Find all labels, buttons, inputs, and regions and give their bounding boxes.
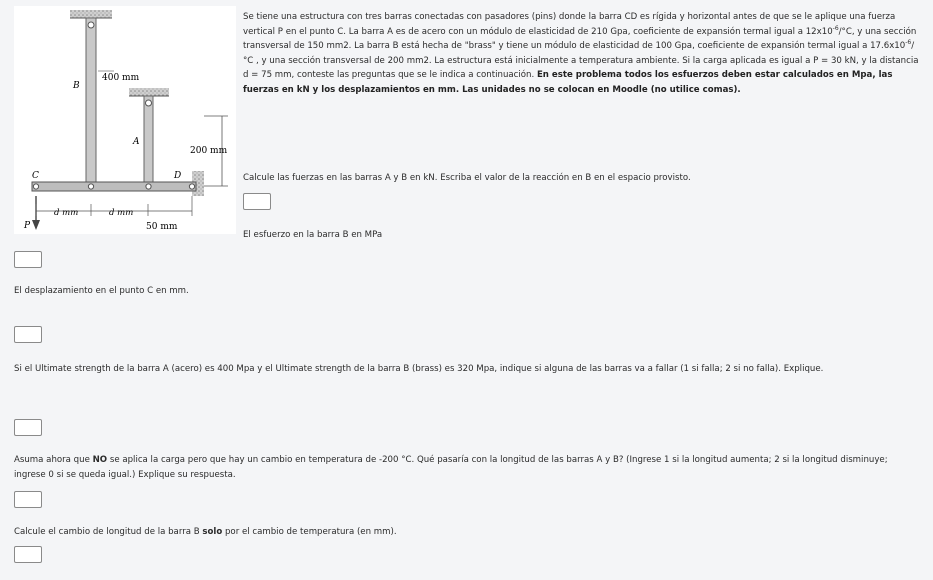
bar-a	[144, 96, 153, 188]
label-d: D	[174, 171, 182, 181]
question-failure: Si el Ultimate strength de la barra A (acero) es 400 Mpa y el Ultimate strength de la barra B (brass) es 320 Mpa, indique si alguna de las barras va a fallar (1 si falla; 2 si no falla). Explique.	[14, 364, 824, 374]
dim-50: 50 mm	[146, 222, 178, 232]
answer-temperature-input[interactable]	[14, 491, 42, 508]
question-displacement: El desplazamiento en el punto C en mm.	[14, 286, 189, 296]
question-length-change	[14, 525, 919, 540]
structure-diagram	[14, 6, 236, 234]
intro-text-2: /°C, y una sección transversal de 150 mm2. La barra B está hecha de "brass" y tiene un módulo de elasticidad de 100 Gpa, coeficiente de expansión termal igual a 17.6x10	[243, 26, 917, 52]
dim-200: 200 mm	[190, 146, 228, 156]
intro-text-3: /°C , y una sección transversal de 200 mm2. La estructura está inicialmente a temperatura ambiente. Si la carga aplicada es igual a P = 30 kN, y la distancia d = 75 mm, conteste las preguntas que se le indica a continuación.	[243, 41, 919, 81]
label-p: P	[24, 221, 31, 231]
label-c: C	[32, 171, 39, 181]
dim-d1: d mm	[54, 208, 79, 218]
support-top-b	[70, 10, 112, 18]
answer-displacement-input[interactable]	[14, 326, 42, 343]
answer-length-change-input[interactable]	[14, 546, 42, 563]
q5-text-pre: Asuma ahora que	[14, 455, 93, 465]
answer-failure-input[interactable]	[14, 419, 42, 436]
question-temperature	[14, 453, 919, 482]
rigid-bar-cd	[32, 182, 196, 191]
dim-400: 400 mm	[102, 73, 140, 83]
structure-figure	[14, 6, 236, 234]
question-stress-b: El esfuerzo en la barra B en MPa	[243, 230, 383, 240]
q5-text-bold: NO	[92, 455, 108, 465]
q6-text-post: por el cambio de temperatura (en mm).	[222, 527, 397, 537]
problem-statement	[243, 10, 919, 98]
q6-text-pre: Calcule el cambio de longitud de la barra B	[14, 527, 203, 537]
exponent-2: -6	[905, 39, 912, 47]
q5-text-post: se aplica la carga pero que hay un cambio en temperatura de -200 °C. Qué pasaría con la longitud de las barras A y B? (Ingrese 1 si la longitud aumenta; 2 si la longitud disminuye; ingrese 0 si se queda igual.) Explique su respuesta.	[14, 455, 888, 480]
exponent-1: -6	[832, 24, 839, 32]
label-a: A	[133, 137, 140, 147]
intro-bold: En este problema todos los esfuerzos deben estar calculados en Mpa, las fuerzas en kN y los desplazamientos en mm. Las unidades no se colocan en Moodle (no utilice comas).	[243, 70, 893, 95]
bar-b	[86, 18, 96, 188]
answer-forces-input[interactable]	[243, 193, 271, 210]
question-forces: Calcule las fuerzas en las barras A y B en kN. Escriba el valor de la reacción en B en el espacio provisto.	[243, 173, 691, 183]
support-top-a	[129, 88, 169, 96]
q6-text-bold: solo	[202, 527, 223, 537]
label-b: B	[73, 81, 80, 91]
dim-d2: d mm	[109, 208, 134, 218]
answer-stress-input[interactable]	[14, 251, 42, 268]
intro-text-1: Se tiene una estructura con tres barras conectadas con pasadores (pins) donde la barra CD es rígida y horizontal antes de que se le aplique una fuerza vertical P en el punto C. La barra A es de acero con un módulo de elasticidad de 210 Gpa, coeficiente de expansión termal igual a 12x10	[243, 12, 896, 37]
